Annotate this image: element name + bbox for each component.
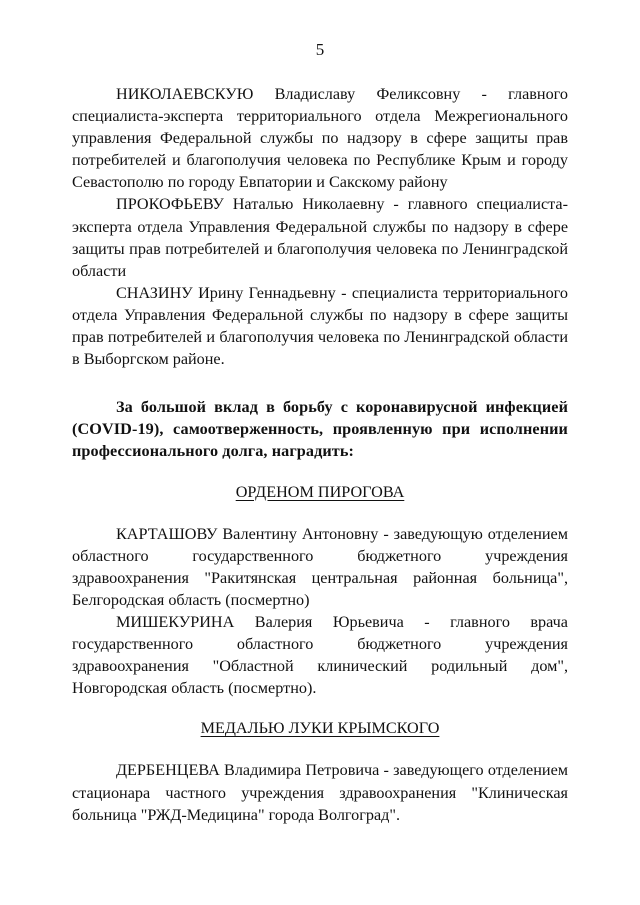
section-heading-pirogov-order: ОРДЕНОМ ПИРОГОВА <box>235 482 405 501</box>
awardee-paragraph: ПРОКОФЬЕВУ Наталью Николаевну - главного специалиста-эксперта отдела Управления Федеральной службы по надзору в сфере защиты прав потребителей и благополучия человека по Ленинградской области <box>72 195 568 280</box>
awardee-paragraph: МИШЕКУРИНА Валерия Юрьевича - главного врача государственного областного бюджетного учреждения здравоохранения "Областной клинический родильный дом", Новгородская область (посмертно). <box>72 612 568 698</box>
spacer <box>72 463 568 481</box>
award-statement: За большой вклад в борьбу с коронавирусной инфекцией (COVID-19), самоотверженность, проявленную при исполнении профессионального долга, наградить: <box>72 398 568 461</box>
awardee-paragraph: НИКОЛАЕВСКУЮ Владиславу Феликсовну - главного специалиста-эксперта территориального отдела Межрегионального управления Федеральной службы по надзору в сфере защиты прав потребителей и благополучия человека по Республике Крым и городу Севастополю по городу Евпатории и Сакскому району <box>72 85 568 192</box>
page-number: 5 <box>315 40 325 59</box>
awardee-paragraph: СНАЗИНУ Ирину Геннадьевну - специалиста территориального отдела Управления Федеральной службы по надзору в сфере защиты прав потребителей и благополучия человека по Ленинградской области в Выборгском районе. <box>72 283 568 369</box>
document-body <box>72 83 568 826</box>
spacer <box>72 739 568 759</box>
section-heading-luka-medal: МЕДАЛЬЮ ЛУКИ КРЫМСКОГО <box>200 719 440 738</box>
spacer <box>72 370 568 396</box>
spacer <box>72 699 568 717</box>
spacer <box>72 503 568 523</box>
awardee-paragraph: ДЕРБЕНЦЕВА Владимира Петровича - заведующего отделением стационара частного учреждения здравоохранения "Клиническая больница "РЖД-Медицина" города Волгоград". <box>72 761 568 824</box>
awardee-paragraph: КАРТАШОВУ Валентину Антоновну - заведующую отделением областного государственного бюджетного учреждения здравоохранения "Ракитянская центральная районная больница", Белгородская область (посмертно) <box>72 524 568 609</box>
